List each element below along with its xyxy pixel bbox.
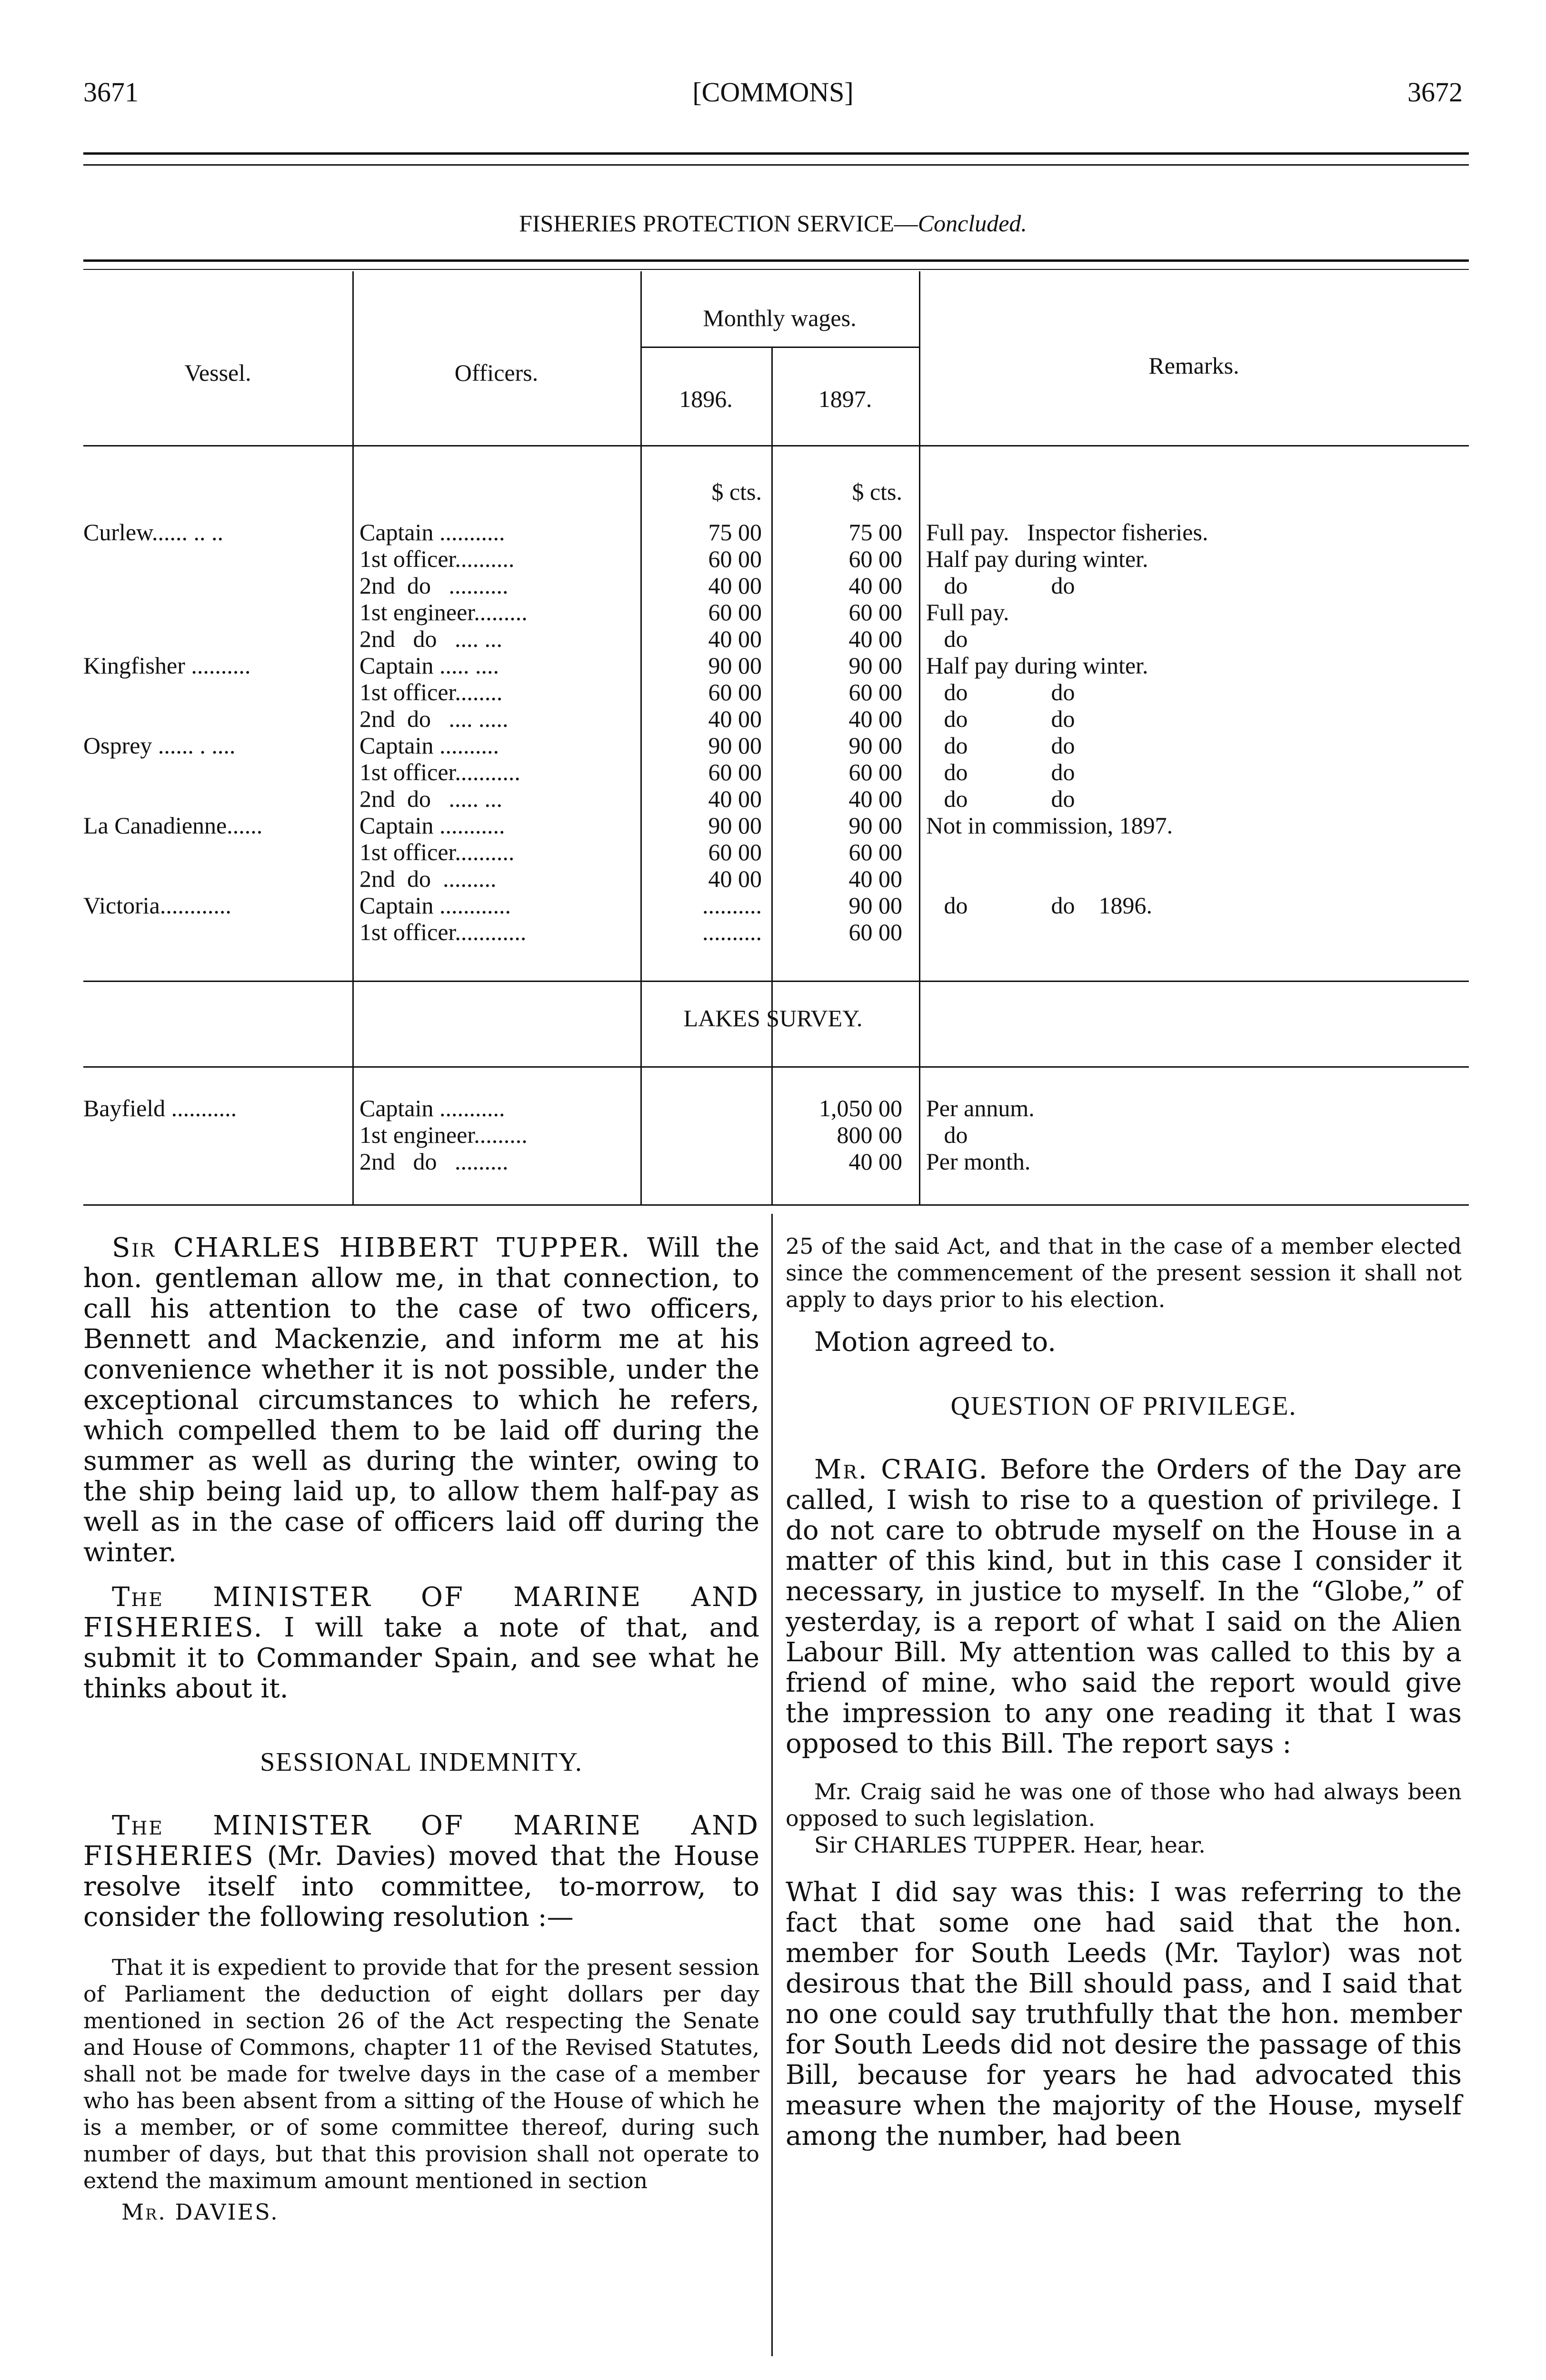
remark: Full pay. xyxy=(926,599,1009,625)
speaker: Mr. CRAIG. xyxy=(814,1454,989,1485)
officer-rank: 1st officer........ xyxy=(359,679,503,705)
wage-1896: 40 00 xyxy=(708,572,762,599)
remark: Per month. xyxy=(926,1148,1031,1175)
officer-rank: 2nd do ......... xyxy=(359,1148,509,1175)
remark: do do xyxy=(926,679,1075,705)
wage-1896: 60 00 xyxy=(708,679,762,705)
wage: 1,050 00 xyxy=(819,1095,902,1121)
header-rule xyxy=(83,164,1469,166)
officer-rank: 1st officer........... xyxy=(359,759,520,785)
header-vessel: Vessel. xyxy=(184,359,251,386)
vessel-name: Curlew...... .. .. xyxy=(83,519,223,545)
officer-rank: 1st officer.......... xyxy=(359,839,515,865)
vessel-name: Osprey ...... . .... xyxy=(83,732,236,759)
header-subrule xyxy=(640,347,919,348)
wage-1896: 40 00 xyxy=(708,785,762,812)
officer-rank: 2nd do .......... xyxy=(359,572,509,599)
header-remarks: Remarks. xyxy=(1148,352,1239,379)
header-officers: Officers. xyxy=(454,359,539,386)
wage-1897: 40 00 xyxy=(848,705,902,732)
wage-1897: 60 00 xyxy=(848,545,902,572)
wage-1897: 40 00 xyxy=(848,865,902,892)
unit-1897: $ cts. xyxy=(852,478,902,505)
wage-1896: .......... xyxy=(702,892,762,919)
remark: Half pay during winter. xyxy=(926,652,1148,679)
remark: Half pay during winter. xyxy=(926,545,1148,572)
col-divider xyxy=(919,271,920,1204)
header-1897: 1897. xyxy=(818,386,872,412)
wage-1896: 40 00 xyxy=(708,705,762,732)
remark: do do xyxy=(926,732,1075,759)
officer-rank: 1st officer.......... xyxy=(359,545,515,572)
page-section-title: [COMMONS] xyxy=(692,77,854,108)
wage-1896: 60 00 xyxy=(708,759,762,785)
wage-1897: 60 00 xyxy=(848,759,902,785)
wage-1897: 90 00 xyxy=(848,732,902,759)
wage-1896: 90 00 xyxy=(708,652,762,679)
left-column xyxy=(83,1233,759,2225)
wage-1896: 40 00 xyxy=(708,625,762,652)
wage-1896: 60 00 xyxy=(708,839,762,865)
lakes-survey-title: LAKES SURVEY. xyxy=(683,1005,863,1031)
officer-rank: 1st engineer......... xyxy=(359,1121,528,1148)
remark: Not in commission, 1897. xyxy=(926,812,1173,839)
wage-1897: 40 00 xyxy=(848,785,902,812)
officer-rank: 2nd do ......... xyxy=(359,865,497,892)
page-number-left: 3671 xyxy=(83,77,139,108)
wage-1897: 60 00 xyxy=(848,679,902,705)
table-title xyxy=(0,209,1546,237)
quote: Mr. Craig said he was one of those who had always been opposed to such legislation. xyxy=(786,1779,1462,1831)
officer-rank: Captain ........... xyxy=(359,1095,505,1121)
wage-1896: 90 00 xyxy=(708,732,762,759)
wage-1897: 90 00 xyxy=(848,812,902,839)
officer-rank: Captain ........... xyxy=(359,812,505,839)
wage-1896: 60 00 xyxy=(708,599,762,625)
officer-rank: 1st engineer......... xyxy=(359,599,528,625)
resolution-continuation: 25 of the said Act, and that in the case of a member elected since the commencement of the present session it shall not apply to days prior to his election. xyxy=(786,1233,1462,1312)
lakes-bottom-rule xyxy=(83,1204,1469,1206)
vessel-name: Bayfield ........... xyxy=(83,1095,237,1121)
header-rule xyxy=(83,152,1469,155)
remark: do do xyxy=(926,705,1075,732)
paragraph-text: What I did say was this: I was referring to the fact that some one had said that the hon. member for South Leeds (Mr. Taylor) was not desirous that the Bill should pass, and I said that no one could say truthfully that the hon. member for South Leeds did not desire the passage of this Bill, because for years he had advocated this measure when the majority of the House, myself among the number, had been xyxy=(786,1877,1462,2152)
remark: do do 1896. xyxy=(926,892,1152,919)
header-monthly-wages: Monthly wages. xyxy=(703,305,857,331)
wage-1897: 40 00 xyxy=(848,625,902,652)
wage-1897: 40 00 xyxy=(848,572,902,599)
resolution-text: That it is expedient to provide that for the present session of Parliament the deduction of eight dollars per day mentioned in section 26 of the Act respecting the Senate and House of Commons, chapter 11 of the Revised Statutes, shall not be made for twelve days in the case of a member who has been absent from a sitting of the House of which he is a member, or of some committee thereof, during such number of days, but that this provision shall not operate to extend the maximum amount mentioned in section xyxy=(83,1954,759,2193)
wage-1896: 40 00 xyxy=(708,865,762,892)
section-heading: QUESTION OF PRIVILEGE. xyxy=(950,1391,1297,1421)
paragraph xyxy=(786,1455,1462,1759)
remark: do xyxy=(926,1121,968,1148)
remark: do do xyxy=(926,785,1075,812)
signature: Mr. DAVIES. xyxy=(121,2199,279,2225)
officer-rank: 1st officer............ xyxy=(359,919,527,945)
column-divider xyxy=(771,1214,773,2356)
header-1896: 1896. xyxy=(679,386,733,412)
wage-1897: 60 00 xyxy=(848,919,902,945)
wage-1897: 60 00 xyxy=(848,839,902,865)
paragraph xyxy=(83,1811,759,1933)
speaker: Sir CHARLES HIBBERT TUPPER. xyxy=(112,1232,631,1263)
quote: Sir CHARLES TUPPER. Hear, hear. xyxy=(814,1832,1206,1858)
remark: Per annum. xyxy=(926,1095,1035,1121)
table-bottom-rule xyxy=(83,981,1469,982)
wage-1896: 75 00 xyxy=(708,519,762,545)
officer-rank: 2nd do .... ..... xyxy=(359,705,509,732)
speaker: The MINISTER OF MARINE AND FISHERIES. xyxy=(83,1582,759,1643)
table-title-main: FISHERIES PROTECTION SERVICE— xyxy=(519,210,918,237)
wage-1897: 60 00 xyxy=(848,599,902,625)
paragraph-text: I will take a note of that, and submit it to Commander Spain, and see what he thinks about it. xyxy=(83,1612,759,1704)
table-top-rule xyxy=(83,269,1469,270)
remark: do xyxy=(926,625,968,652)
officer-rank: Captain .......... xyxy=(359,732,499,759)
vessel-name: Kingfisher .......... xyxy=(83,652,251,679)
wage-1896: 90 00 xyxy=(708,812,762,839)
wage-1896: .......... xyxy=(702,919,762,945)
wage-1897: 75 00 xyxy=(848,519,902,545)
section-heading: SESSIONAL INDEMNITY. xyxy=(260,1747,583,1777)
officer-rank: 2nd do .... ... xyxy=(359,625,502,652)
wage: 800 00 xyxy=(837,1121,902,1148)
motion-agreed: Motion agreed to. xyxy=(814,1327,1057,1358)
remark: Full pay. Inspector fisheries. xyxy=(926,519,1208,545)
wage-1897: 90 00 xyxy=(848,892,902,919)
wage-1896: 60 00 xyxy=(708,545,762,572)
table-top-rule xyxy=(83,259,1469,262)
right-column xyxy=(786,1233,1462,2152)
officer-rank: 2nd do ..... ... xyxy=(359,785,502,812)
vessel-name: Victoria............ xyxy=(83,892,231,919)
paragraph xyxy=(83,1582,759,1704)
paragraph-text: Will the hon. gentleman allow me, in that connection, to call his attention to the case of two officers, Bennett and Mackenzie, and inform me at his convenience whether it is not possible, under the exceptional circumstances to which he refers, which compelled them to be laid off during the summer as well as during the winter, owing to the ship being laid up, to allow them half-pay as well as in the case of officers laid off during the winter. xyxy=(83,1232,759,1568)
col-divider xyxy=(352,271,354,1204)
page-number-right: 3672 xyxy=(1407,77,1463,108)
speaker: The MINISTER OF MARINE AND FISHERIES xyxy=(83,1810,759,1872)
officer-rank: Captain ............ xyxy=(359,892,511,919)
remark: do do xyxy=(926,759,1075,785)
paragraph-text: Before the Orders of the Day are called, I wish to rise to a question of privilege. I do not care to obtrude myself on the House in a matter of this kind, but in this case I consider it necessary, in justice to myself. In the “Globe,” of yesterday, is a report of what I said on the Alien Labour Bill. My attention was called to this by a friend of mine, who said the report would give the impression to any one reading it that I was opposed to this Bill. The report says : xyxy=(786,1454,1462,1759)
table-title-suffix: Concluded. xyxy=(918,210,1027,237)
paragraph-text: (Mr. Davies) moved that the House resolve itself into committee, to-morrow, to consider the following resolution :— xyxy=(83,1841,759,1933)
lakes-top-rule xyxy=(83,1066,1469,1068)
officer-rank: Captain ..... .... xyxy=(359,652,499,679)
unit-1896: $ cts. xyxy=(711,478,762,505)
remark: do do xyxy=(926,572,1075,599)
officer-rank: Captain ........... xyxy=(359,519,505,545)
wage-1897: 90 00 xyxy=(848,652,902,679)
paragraph xyxy=(83,1233,759,1568)
vessel-name: La Canadienne...... xyxy=(83,812,263,839)
wage: 40 00 xyxy=(848,1148,902,1175)
header-bottom-rule xyxy=(83,445,1469,446)
